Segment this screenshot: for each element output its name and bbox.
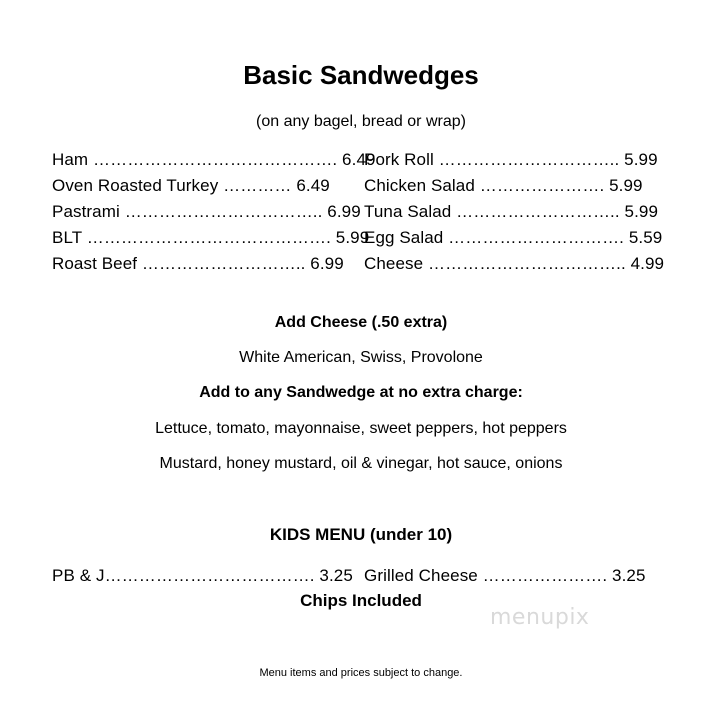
kids-item-pbj: PB & J………………………………. 3.25 (52, 566, 353, 585)
menu-item-turkey: Oven Roasted Turkey ………… 6.49 (52, 176, 330, 195)
extras-heading: Add to any Sandwedge at no extra charge: (199, 384, 523, 401)
menu-item-chicken-salad: Chicken Salad …………………. 5.99 (364, 176, 643, 195)
menu-item-cheese: Cheese …………………………….. 4.99 (364, 254, 665, 273)
menu-item-tuna-salad: Tuna Salad ……………………….. 5.99 (364, 202, 658, 221)
menu-item-ham: Ham ……………………………………. 6.49 (52, 150, 376, 169)
cheese-heading: Add Cheese (.50 extra) (274, 314, 448, 331)
extras-line-1: Lettuce, tomato, mayonnaise, sweet peppers, hot peppers (155, 420, 567, 437)
footnote: Menu items and prices subject to change. (259, 667, 463, 679)
watermark-logo: menupix (490, 605, 590, 630)
kids-menu-heading: KIDS MENU (under 10) (269, 525, 453, 544)
menu-item-pork-roll: Pork Roll ………………………….. 5.99 (364, 150, 658, 169)
chips-note: Chips Included (300, 591, 422, 610)
menu-item-blt: BLT ……………………………………. 5.99 (52, 228, 370, 247)
menu-item-roast-beef: Roast Beef ……………………….. 6.99 (52, 254, 344, 273)
cheese-options: White American, Swiss, Provolone (239, 349, 483, 366)
kids-item-grilled-cheese: Grilled Cheese …………………. 3.25 (364, 566, 646, 585)
menu-item-egg-salad: Egg Salad …………………………. 5.59 (364, 228, 663, 247)
page-title: Basic Sandwedges (243, 60, 479, 90)
menu-item-pastrami: Pastrami …………………………….. 6.99 (52, 202, 361, 221)
extras-line-2: Mustard, honey mustard, oil & vinegar, hot sauce, onions (159, 455, 563, 472)
page-subtitle: (on any bagel, bread or wrap) (256, 113, 466, 130)
